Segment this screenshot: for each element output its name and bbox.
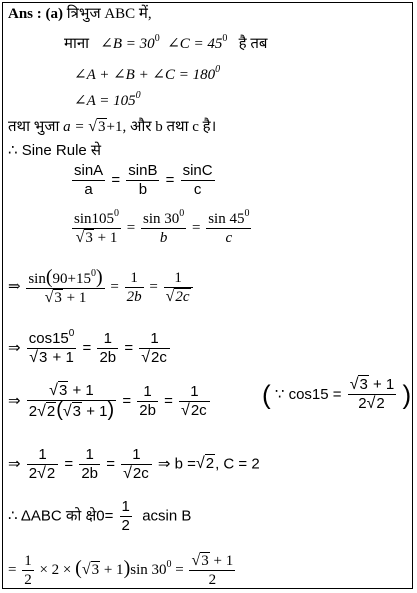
angle-c: ∠C = 45 — [167, 36, 223, 52]
ans-label: Ans : (a) — [8, 6, 63, 22]
cos15-note: ( ∵ cos15 = $\frac{√3 + 1}{2√2}$ ) — [262, 376, 412, 412]
side-statement: तथा भुजा a = √3+1, और b तथा c है। — [8, 118, 217, 135]
sine-rule: $\frac{\sin A}{a}$ = $\frac{\sin B}{b}$ = $\frac{\sin C}{c}$ — [74, 162, 213, 198]
given-angles: माना ∠B = $30^0$ ∠C = $45^0$ है तब — [64, 33, 268, 52]
angle-b: ∠B = 30 — [100, 36, 155, 52]
sine-rule-label: ∴ Sine Rule से — [8, 142, 102, 159]
step-4: ⇒ $\frac{1}{2√2}$ = $\frac{1}{2b}$ = $\frac{1}{√2c}$ ⇒ b =√2, C = 2 — [8, 446, 260, 482]
substitution: $\frac{\sin 105^0}{√3 + 1}$ = $\frac{\sin 30^0}{b}$ = $\frac{\sin 45^0}{c}$ — [74, 208, 250, 246]
answer-heading — [8, 5, 152, 23]
triangle-statement: त्रिभुज ABC में, — [66, 6, 152, 22]
area-formula: ∴ ΔABC को क्षे0= $\frac{1}{2}$ acsin B — [8, 498, 192, 534]
step-1: ⇒ $\frac{\sin(90+15^0)}{√3 + 1}$ = $\frac{1}{2b}$ = $\frac{1}{√2c}$ — [8, 268, 195, 307]
angle-a: ∠A = $105^0$ — [74, 90, 141, 109]
angle-sum: ∠A + ∠B + ∠C = $180^0$ — [74, 64, 221, 83]
area-result: = $\frac{1}{2}$ × 2 × (√3 + 1)sin $30^0$ = $\frac{√3 + 1}{2}$ — [8, 552, 234, 588]
step-2: ⇒ $\frac{\cos 15^0}{√3 + 1}$ = $\frac{1}{2b}$ = $\frac{1}{√2c}$ — [8, 330, 172, 367]
step-3: ⇒ $\frac{√3 + 1}{2√2(√3 + 1)}$ = $\frac{1}{2b}$ = $\frac{1}{√2c}$ — [8, 382, 212, 421]
